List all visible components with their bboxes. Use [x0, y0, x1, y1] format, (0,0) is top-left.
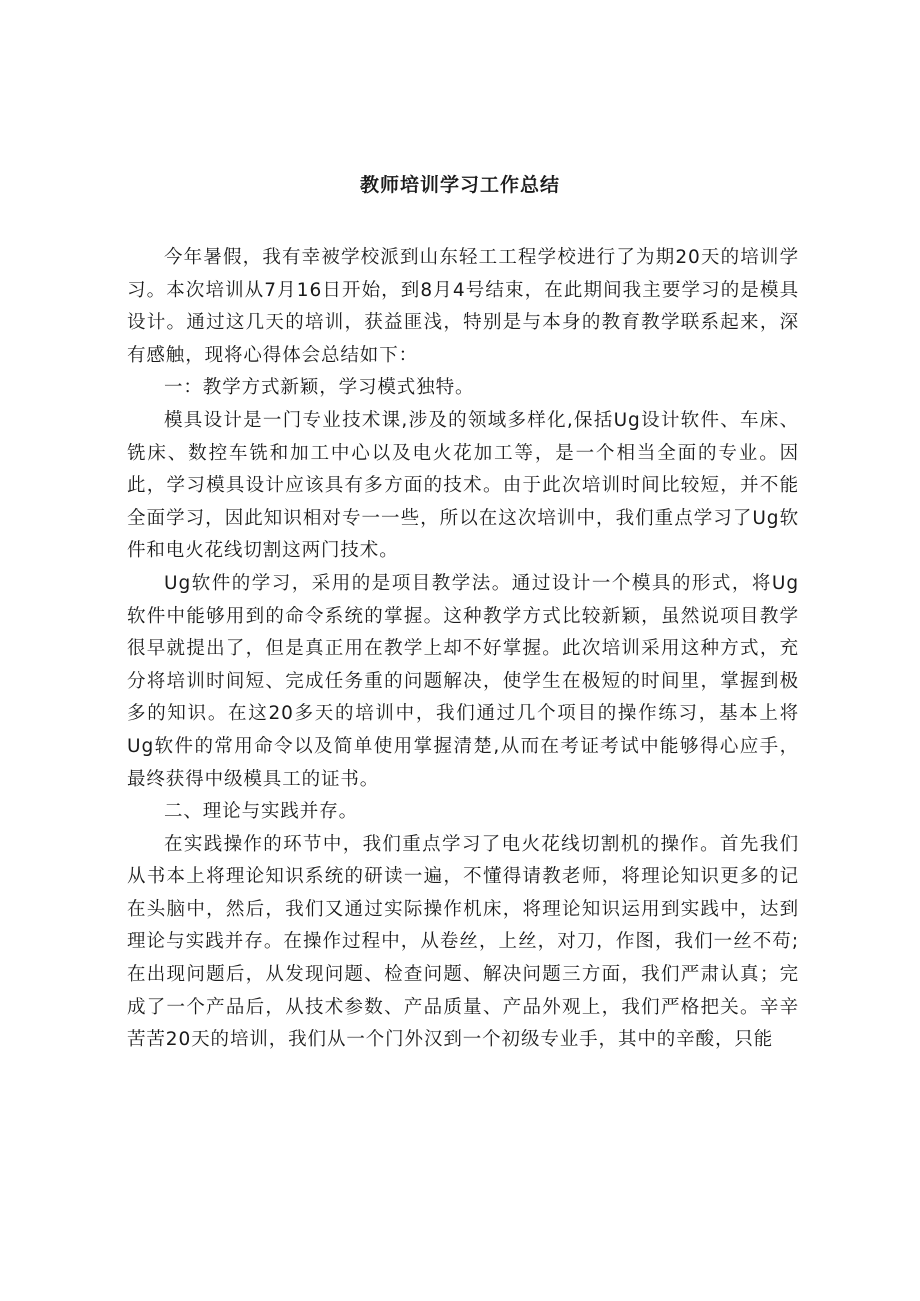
document-title: 教师培训学习工作总结 [359, 174, 560, 196]
paragraph-ug-software: Ug软件的学习，采用的是项目教学法。通过设计一个模具的形式，将Ug软件中能够用到的命令系统的掌握。这种教学方式比较新颖，虽然说项目教学很早就提出了，但是真正用在教学上却不好掌握。此次培训采用这种方式，充分将培训时间短、完成任务重的问题解决，使学生在极短的时间里，掌握到极多的知识。在这20多天的培训中，我们通过几个项目的操作练习，基本上将Ug软件的常用命令以及简单使用掌握清楚,从而在考证考试中能够得心应手，最终获得中级模具工的证书。 [127, 572, 799, 790]
paragraph-mold-design: 模具设计是一门专业技术课,涉及的领域多样化,保括Ug设计软件、车床、铣床、数控车铣和加工中心以及电火花加工等，是一个相当全面的专业。因此，学习模具设计应该具有多方面的技术。由于此次培训时间比较短，并不能全面学习，因此知识相对专一一些，所以在这次培训中，我们重点学习了Ug软件和电火花线切割这两门技术。 [127, 409, 799, 562]
paragraph-practice: 在实践操作的环节中，我们重点学习了电火花线切割机的操作。首先我们从书本上将理论知识系统的研读一遍，不懂得请教老师，将理论知识更多的记在头脑中，然后，我们又通过实际操作机床，将理论知识运用到实践中，达到理论与实践并存。在操作过程中，从卷丝，上丝，对刀，作图，我们一丝不苟;在出现问题后，从发现问题、检查问题、解决问题三方面，我们严肃认真；完成了一个产品后，从技术参数、产品质量、产品外观上，我们严格把关。辛辛苦苦20天的培训，我们从一个门外汉到一个初级专业手，其中的辛酸，只能 [127, 833, 799, 1051]
paragraph-intro: 今年暑假，我有幸被学校派到山东轻工工程学校进行了为期20天的培训学习。本次培训从7月16日开始，到8月4号结束，在此期间我主要学习的是模具设计。通过这几天的培训，获益匪浅，特别是与本身的教育教学联系起来，深有感触，现将心得体会总结如下： [127, 247, 799, 366]
section-heading-1: 一：教学方式新颖，学习模式独特。 [164, 377, 475, 399]
document-body [127, 242, 799, 1057]
section-heading-2: 二、理论与实践并存。 [164, 801, 359, 823]
